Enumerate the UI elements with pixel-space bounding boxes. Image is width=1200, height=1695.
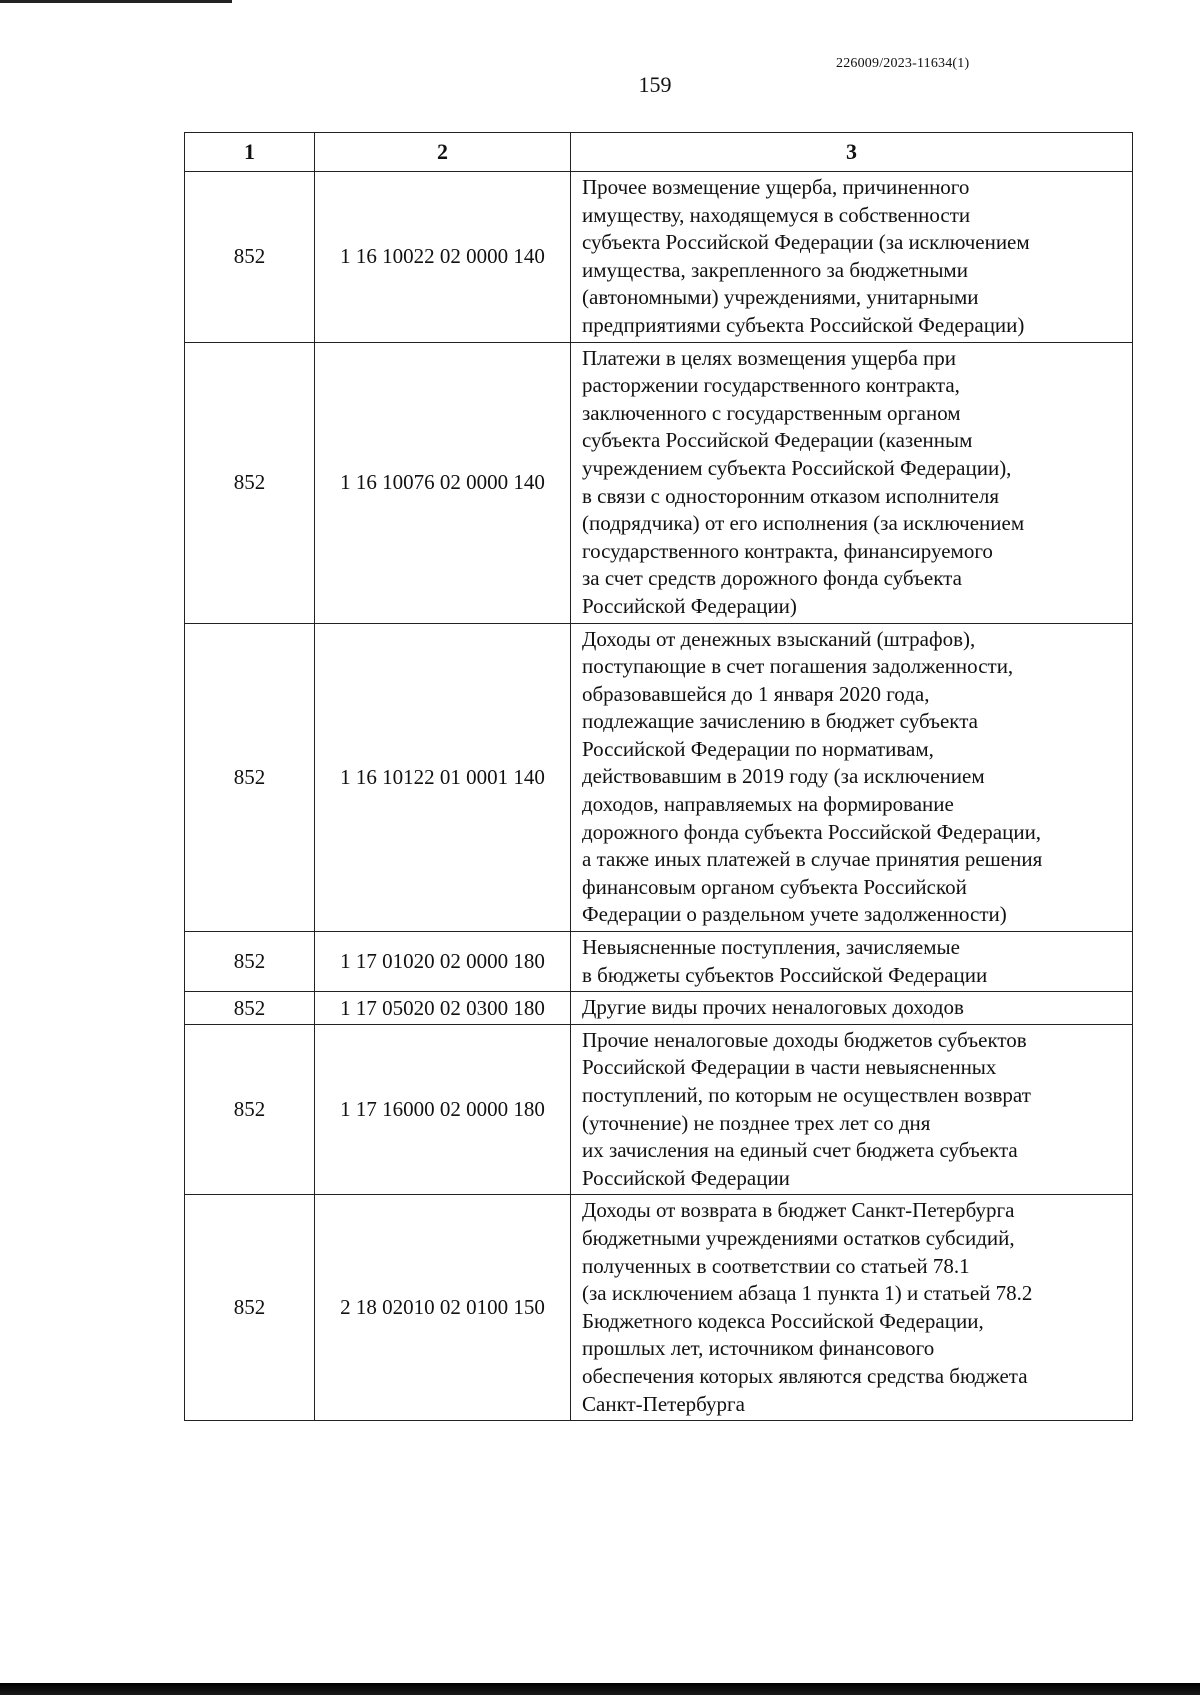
description-line: имуществу, находящемуся в собственности <box>582 202 971 227</box>
description-line: действовавшим в 2019 году (за исключением <box>582 764 985 789</box>
budget-classification-code-cell: 1 17 05020 02 0300 180 <box>315 992 571 1025</box>
budget-classification-code-cell: 1 16 10122 01 0001 140 <box>315 623 571 932</box>
description-line: (автономными) учреждениями, унитарными <box>582 285 979 310</box>
revenue-description-cell <box>571 932 1133 992</box>
description-line: Другие виды прочих неналоговых доходов <box>582 995 964 1020</box>
description-line: полученных в соответствии со статьей 78.1 <box>582 1253 970 1278</box>
description-line: Бюджетного кодекса Российской Федерации, <box>582 1308 984 1333</box>
description-line: обеспечения которых являются средства бюджета <box>582 1363 1028 1388</box>
description-line: а также иных платежей в случае принятия решения <box>582 847 1043 872</box>
table-row <box>185 342 1133 623</box>
budget-classification-code-cell: 1 17 16000 02 0000 180 <box>315 1024 571 1195</box>
budget-classification-code-cell: 1 16 10022 02 0000 140 <box>315 172 571 343</box>
table-header-row <box>185 133 1133 172</box>
revenue-description-cell <box>571 172 1133 343</box>
revenue-description-cell <box>571 1195 1133 1421</box>
budget-classification-code-cell: 1 16 10076 02 0000 140 <box>315 342 571 623</box>
page-number: 159 <box>638 72 672 97</box>
admin-code-cell: 852 <box>185 1024 315 1195</box>
description-line: предприятиями субъекта Российской Федерации) <box>582 312 1025 337</box>
table-row <box>185 932 1133 992</box>
revenue-description-cell <box>571 1024 1133 1195</box>
description-line: финансовым органом субъекта Российской <box>582 874 967 899</box>
description-line: прошлых лет, источником финансового <box>582 1336 935 1361</box>
description-line: Доходы от возврата в бюджет Санкт-Петербурга <box>582 1198 1015 1223</box>
description-line: Российской Федерации) <box>582 593 797 618</box>
description-line: расторжении государственного контракта, <box>582 373 960 398</box>
description-line: (за исключением абзаца 1 пункта 1) и статьей 78.2 <box>582 1281 1033 1306</box>
description-line: Платежи в целях возмещения ущерба при <box>582 345 957 370</box>
description-line: Невыясненные поступления, зачисляемые <box>582 935 960 960</box>
table-body <box>185 172 1133 1421</box>
description-line: Российской Федерации в части невыясненных <box>582 1055 997 1080</box>
header-col-3: 3 <box>571 133 1133 172</box>
description-line: в бюджеты субъектов Российской Федерации <box>582 962 988 987</box>
description-line: имущества, закрепленного за бюджетными <box>582 257 968 282</box>
admin-code-cell: 852 <box>185 172 315 343</box>
description-line: поступлений, по которым не осуществлен возврат <box>582 1083 1031 1107</box>
admin-code-cell: 852 <box>185 342 315 623</box>
description-line: в связи с односторонним отказом исполнителя <box>582 483 999 508</box>
description-line: государственного контракта, финансируемого <box>582 538 993 563</box>
revenue-description-cell <box>571 342 1133 623</box>
description-line: Прочее возмещение ущерба, причиненного <box>582 175 970 199</box>
table-row <box>185 623 1133 932</box>
description-line: дорожного фонда субъекта Российской Федерации, <box>582 819 1042 844</box>
description-line: субъекта Российской Федерации (казенным <box>582 428 973 453</box>
admin-code-cell: 852 <box>185 932 315 992</box>
revenue-description-cell <box>571 992 1133 1025</box>
description-line: их зачисления на единый счет бюджета субъекта <box>582 1138 1018 1163</box>
admin-code-cell: 852 <box>185 992 315 1025</box>
description-line: бюджетными учреждениями остатков субсидий, <box>582 1225 1015 1250</box>
description-line: Российской Федерации <box>582 1165 790 1190</box>
description-line: Санкт-Петербурга <box>582 1391 745 1416</box>
description-line: учреждением субъекта Российской Федерации), <box>582 455 1012 480</box>
description-line: субъекта Российской Федерации (за исключением <box>582 230 1030 255</box>
scan-edge-top <box>0 0 232 3</box>
description-line: Российской Федерации по нормативам, <box>582 736 934 761</box>
description-line: Доходы от денежных взысканий (штрафов), <box>582 626 976 651</box>
description-line: заключенного с государственным органом <box>582 400 961 425</box>
budget-classification-code-cell: 1 17 01020 02 0000 180 <box>315 932 571 992</box>
scan-edge-bottom <box>0 1683 1200 1695</box>
budget-classification-code-cell: 2 18 02010 02 0100 150 <box>315 1195 571 1421</box>
admin-code-cell: 852 <box>185 1195 315 1421</box>
table-row <box>185 1024 1133 1195</box>
description-line: Федерации о раздельном учете задолженности) <box>582 902 1007 927</box>
description-line: за счет средств дорожного фонда субъекта <box>582 566 962 591</box>
description-line: подлежащие зачислению в бюджет субъекта <box>582 709 978 734</box>
revenue-codes-table <box>184 132 1133 1421</box>
description-line: (подрядчика) от его исполнения (за исключением <box>582 511 1025 536</box>
revenue-codes-table-container <box>184 132 1133 1421</box>
description-line: Прочие неналоговые доходы бюджетов субъектов <box>582 1027 1027 1052</box>
header-col-2: 2 <box>315 133 571 172</box>
description-line: поступающие в счет погашения задолженности, <box>582 654 1014 679</box>
document-id: 226009/2023-11634(1) <box>836 56 970 71</box>
admin-code-cell: 852 <box>185 623 315 932</box>
table-row <box>185 992 1133 1025</box>
table-row <box>185 1195 1133 1421</box>
description-line: образовавшейся до 1 января 2020 года, <box>582 681 930 706</box>
description-line: (уточнение) не позднее трех лет со дня <box>582 1110 931 1135</box>
revenue-description-cell <box>571 623 1133 932</box>
header-col-1: 1 <box>185 133 315 172</box>
table-row <box>185 172 1133 343</box>
description-line: доходов, направляемых на формирование <box>582 792 954 817</box>
